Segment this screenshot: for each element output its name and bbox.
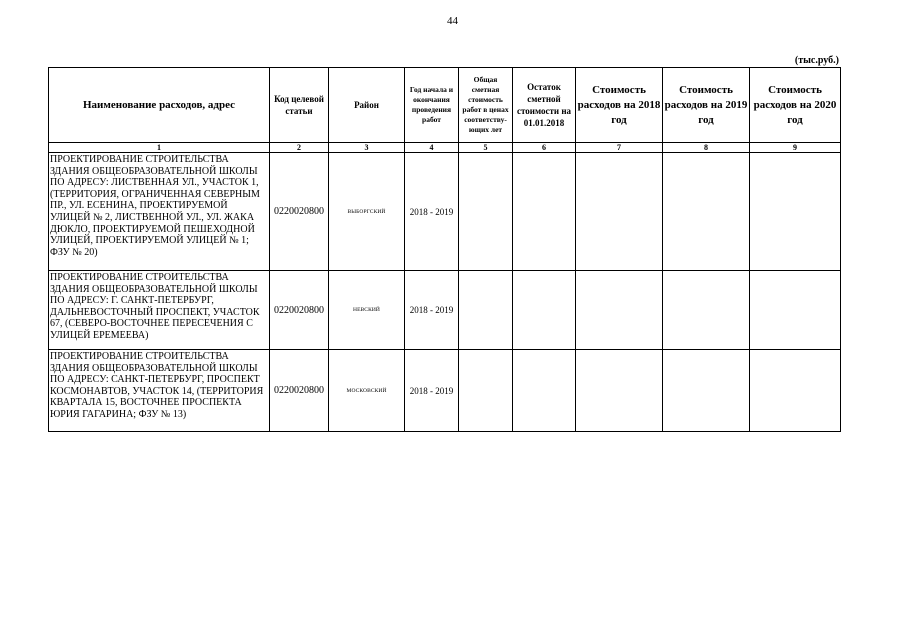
units-label: (тыс.руб.) (794, 55, 839, 66)
expense-cost-2018 (576, 153, 663, 271)
expense-period: 2018 - 2019 (405, 350, 459, 432)
header-period: Год начала и окончания проведения работ (405, 68, 459, 143)
column-number: 1 (49, 143, 270, 153)
expense-total-cost (459, 153, 513, 271)
expense-period: 2018 - 2019 (405, 153, 459, 271)
expense-code: 0220020800 (270, 271, 329, 350)
expense-cost-2020 (750, 271, 841, 350)
expenses-table (48, 67, 841, 432)
expense-cost-2019 (663, 153, 750, 271)
expense-cost-2020 (750, 350, 841, 432)
header-cost-2018: Стоимость расходов на 2018 год (576, 68, 663, 143)
table-row (49, 350, 841, 432)
expense-code: 0220020800 (270, 153, 329, 271)
column-number: 3 (329, 143, 405, 153)
expense-cost-2019 (663, 271, 750, 350)
column-number: 5 (459, 143, 513, 153)
header-total-cost: Общая сметная стоимость работ в ценах соответству- ющих лет (459, 68, 513, 143)
column-number: 6 (513, 143, 576, 153)
expense-district: МОСКОВСКИЙ (329, 350, 405, 432)
header-row (49, 68, 841, 143)
expense-name: ПРОЕКТИРОВАНИЕ СТРОИТЕЛЬСТВА ЗДАНИЯ ОБЩЕОБРАЗОВАТЕЛЬНОЙ ШКОЛЫ ПО АДРЕСУ: Г. САНКТ-ПЕТЕРБУРГ, ДАЛЬНЕВОСТОЧНЫЙ ПРОСПЕКТ, УЧАСТОК 67, (СЕВЕРО-ВОСТОЧНЕЕ ПЕРЕСЕЧЕНИЯ С УЛИЦЕЙ ЕРЕМЕЕВА) (49, 271, 270, 350)
expense-cost-2019 (663, 350, 750, 432)
expense-district: НЕВСКИЙ (329, 271, 405, 350)
header-cost-2019: Стоимость расходов на 2019 год (663, 68, 750, 143)
column-number: 8 (663, 143, 750, 153)
table-row (49, 271, 841, 350)
expense-total-cost (459, 350, 513, 432)
expense-total-cost (459, 271, 513, 350)
expense-cost-2018 (576, 271, 663, 350)
header-remainder: Остаток сметной стоимости на 01.01.2018 (513, 68, 576, 143)
expense-cost-2018 (576, 350, 663, 432)
expense-name: ПРОЕКТИРОВАНИЕ СТРОИТЕЛЬСТВА ЗДАНИЯ ОБЩЕОБРАЗОВАТЕЛЬНОЙ ШКОЛЫ ПО АДРЕСУ: САНКТ-ПЕТЕРБУРГ, ПРОСПЕКТ КОСМОНАВТОВ, УЧАСТОК 14, (ТЕРРИТОРИЯ КВАРТАЛА 15, ВОСТОЧНЕЕ ПРОСПЕКТА ЮРИЯ ГАГАРИНА; ФЗУ № 13) (49, 350, 270, 432)
column-number: 2 (270, 143, 329, 153)
column-number: 9 (750, 143, 841, 153)
expense-code: 0220020800 (270, 350, 329, 432)
expense-remainder (513, 350, 576, 432)
expense-remainder (513, 153, 576, 271)
column-number: 4 (405, 143, 459, 153)
expense-remainder (513, 271, 576, 350)
header-code: Код целевой статьи (270, 68, 329, 143)
header-district: Район (329, 68, 405, 143)
expense-district: ВЫБОРГСКИЙ (329, 153, 405, 271)
page-number: 44 (447, 15, 458, 27)
column-number: 7 (576, 143, 663, 153)
expense-name: ПРОЕКТИРОВАНИЕ СТРОИТЕЛЬСТВА ЗДАНИЯ ОБЩЕОБРАЗОВАТЕЛЬНОЙ ШКОЛЫ ПО АДРЕСУ: ЛИСТВЕННАЯ УЛ., УЧАСТОК 1, (ТЕРРИТОРИЯ, ОГРАНИЧЕННАЯ СЕВЕРНЫМ ПР., УЛ. ЕСЕНИНА, ПРОЕКТИРУЕМОЙ УЛИЦЕЙ № 2, ЛИСТВЕННОЙ УЛ., УЛ. ЖАКА ДЮКЛО, ПРОЕКТИРУЕМОЙ ПЕШЕХОДНОЙ УЛИЦЕЙ, ПРОЕКТИРУЕМОЙ УЛИЦЕЙ № 1; ФЗУ № 20) (49, 153, 270, 271)
header-name: Наименование расходов, адрес (49, 68, 270, 143)
expense-period: 2018 - 2019 (405, 271, 459, 350)
column-numbers-row (49, 143, 841, 153)
table-row (49, 153, 841, 271)
expense-cost-2020 (750, 153, 841, 271)
header-cost-2020: Стоимость расходов на 2020 год (750, 68, 841, 143)
